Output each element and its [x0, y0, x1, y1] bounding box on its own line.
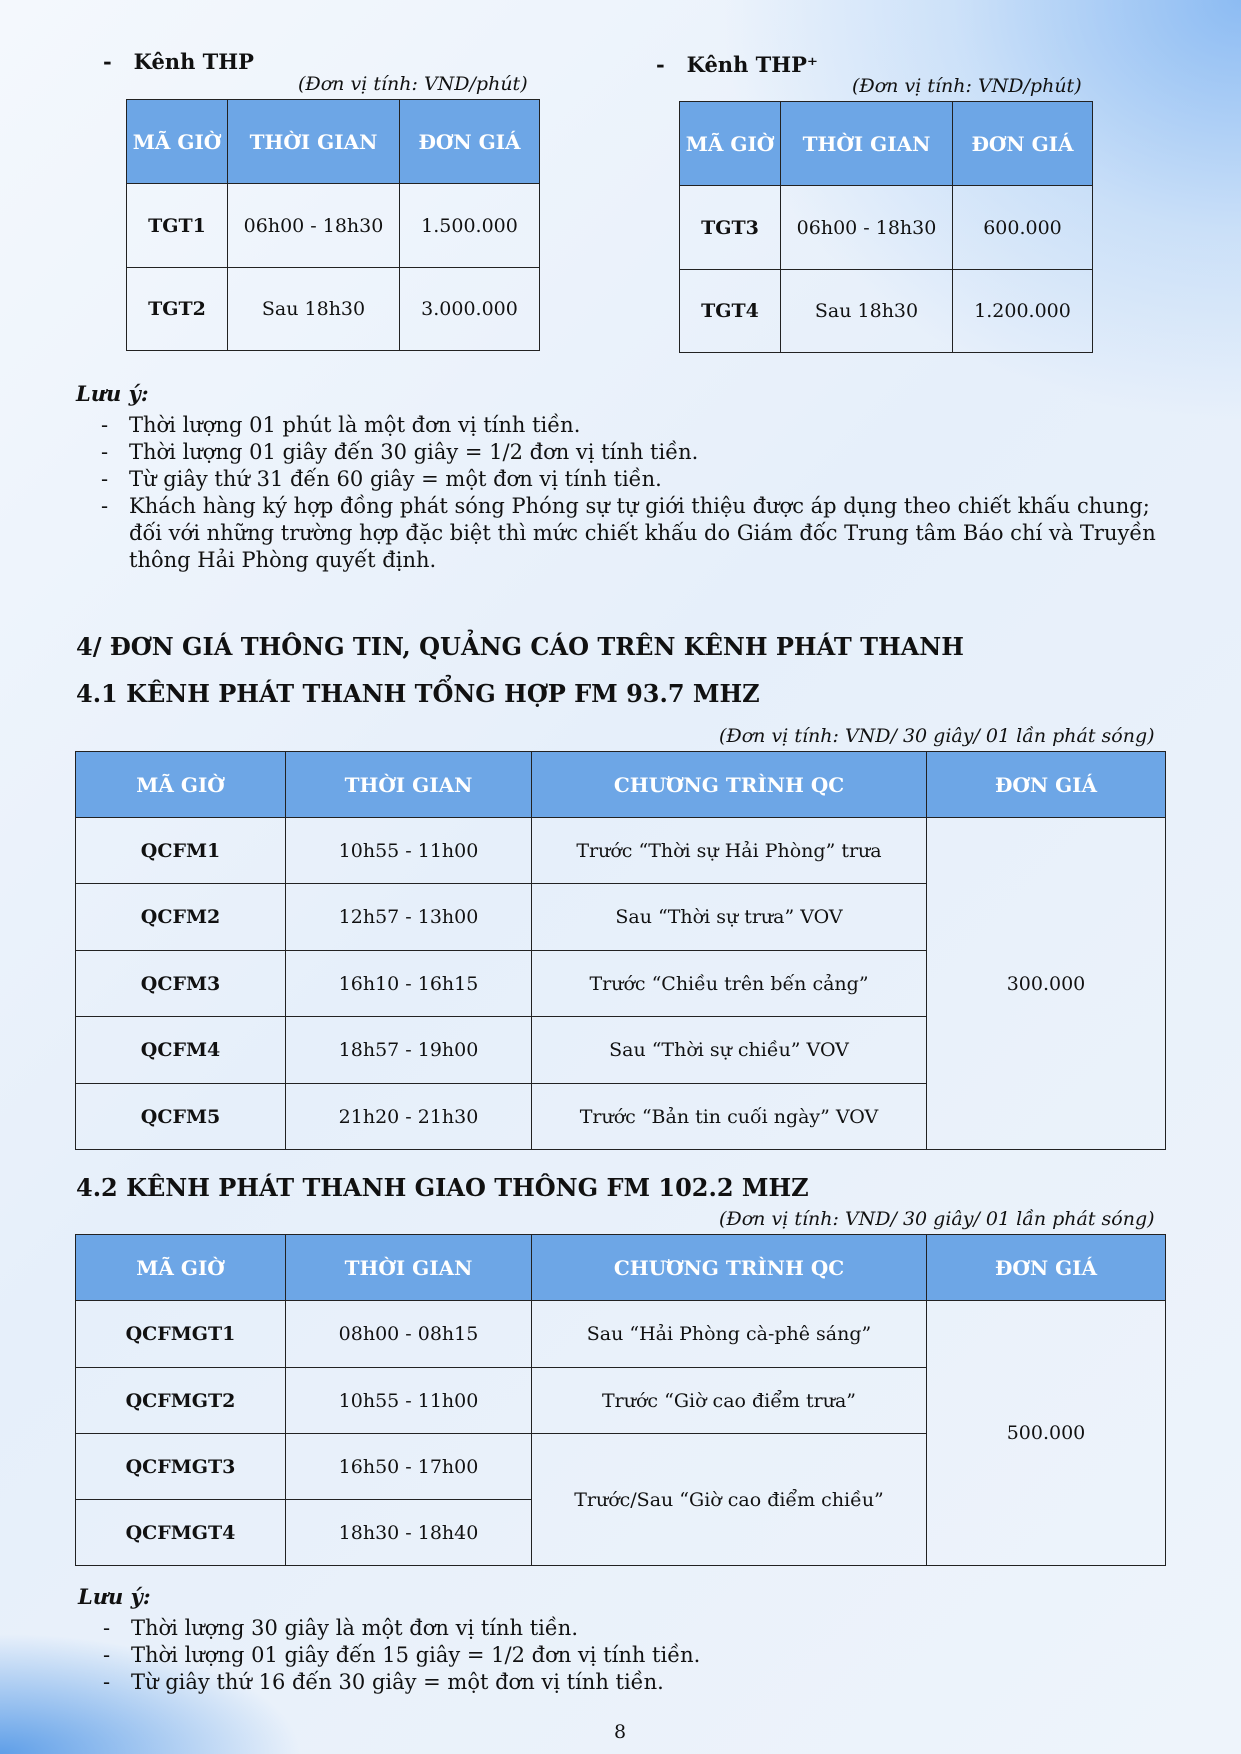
code-cell: TGT3 — [680, 186, 781, 270]
code-cell: QCFM2 — [76, 884, 286, 951]
thp-plus-title-line: - Kênh THP⁺ — [656, 52, 818, 77]
thp-title: Kênh THP — [133, 49, 254, 74]
table-row — [127, 268, 540, 351]
header-ma-gio: MÃ GIỜ — [127, 100, 228, 184]
time-cell: Sau 18h30 — [781, 270, 953, 353]
header-don-gia: ĐƠN GIÁ — [927, 752, 1166, 818]
time-cell: 10h55 - 11h00 — [286, 1368, 532, 1434]
code-cell: QCFMGT2 — [76, 1368, 286, 1434]
fm1022-price-table — [75, 1234, 1166, 1566]
header-ma-gio: MÃ GIỜ — [76, 1235, 286, 1301]
fm937-price-table — [75, 751, 1166, 1150]
header-chuong-trinh: CHƯƠNG TRÌNH QC — [532, 1235, 927, 1301]
code-cell: QCFMGT3 — [76, 1434, 286, 1500]
time-cell: 06h00 - 18h30 — [228, 184, 400, 268]
header-don-gia: ĐƠN GIÁ — [927, 1235, 1166, 1301]
note1-item: - Khách hàng ký hợp đồng phát sóng Phóng sự tự giới thiệu được áp dụng theo chiết khấu chung; đối với những trường hợp đặc biệt thì mức chiết khấu do Giám đốc Trung tâm Báo chí và Truyền thông Hải Phòng quyết định. — [101, 493, 1161, 574]
time-cell: 21h20 - 21h30 — [286, 1084, 532, 1150]
program-cell: Trước “Giờ cao điểm trưa” — [532, 1368, 927, 1434]
header-chuong-trinh: CHƯƠNG TRÌNH QC — [532, 752, 927, 818]
note2-item: - Thời lượng 30 giây là một đơn vị tính tiền. — [103, 1615, 1163, 1642]
price-cell: 1.500.000 — [400, 184, 540, 268]
table-row — [680, 270, 1093, 353]
header-thoi-gian: THỜI GIAN — [286, 752, 532, 818]
table-row — [76, 1301, 1166, 1368]
program-cell: Trước “Bản tin cuối ngày” VOV — [532, 1084, 927, 1150]
fm937-unit: (Đơn vị tính: VND/ 30 giây/ 01 lần phát sóng) — [719, 725, 1155, 747]
note1-title: Lưu ý: — [76, 381, 149, 406]
price-cell: 3.000.000 — [400, 268, 540, 351]
note2-list — [103, 1615, 1163, 1696]
code-cell: QCFM4 — [76, 1017, 286, 1084]
fm1022-heading: 4.2 KÊNH PHÁT THANH GIAO THÔNG FM 102.2 MHZ — [76, 1173, 809, 1202]
table-row — [76, 818, 1166, 884]
time-cell: 10h55 - 11h00 — [286, 818, 532, 884]
note2-item: - Từ giây thứ 16 đến 30 giây = một đơn vị tính tiền. — [103, 1669, 1163, 1696]
page-number: 8 — [614, 1721, 627, 1743]
code-cell: TGT1 — [127, 184, 228, 268]
code-cell: TGT4 — [680, 270, 781, 353]
header-thoi-gian: THỜI GIAN — [781, 102, 953, 186]
section4-heading: 4/ ĐƠN GIÁ THÔNG TIN, QUẢNG CÁO TRÊN KÊNH PHÁT THANH — [76, 632, 964, 661]
note1-item: - Thời lượng 01 giây đến 30 giây = 1/2 đơn vị tính tiền. — [101, 439, 1161, 466]
thp-plus-title: Kênh THP⁺ — [686, 52, 818, 77]
header-don-gia: ĐƠN GIÁ — [400, 100, 540, 184]
fm937-heading: 4.1 KÊNH PHÁT THANH TỔNG HỢP FM 93.7 MHZ — [76, 679, 760, 708]
program-cell: Trước “Thời sự Hải Phòng” trưa — [532, 818, 927, 884]
code-cell: QCFMGT1 — [76, 1301, 286, 1368]
thp-price-table — [126, 99, 540, 351]
program-cell: Sau “Hải Phòng cà-phê sáng” — [532, 1301, 927, 1368]
header-ma-gio: MÃ GIỜ — [680, 102, 781, 186]
code-cell: QCFM5 — [76, 1084, 286, 1150]
header-thoi-gian: THỜI GIAN — [228, 100, 400, 184]
table-row — [127, 184, 540, 268]
time-cell: 12h57 - 13h00 — [286, 884, 532, 951]
time-cell: 06h00 - 18h30 — [781, 186, 953, 270]
time-cell: 16h50 - 17h00 — [286, 1434, 532, 1500]
program-cell: Sau “Thời sự chiều” VOV — [532, 1017, 927, 1084]
note2-item: - Thời lượng 01 giây đến 15 giây = 1/2 đơn vị tính tiền. — [103, 1642, 1163, 1669]
time-cell: 18h57 - 19h00 — [286, 1017, 532, 1084]
program-cell: Trước/Sau “Giờ cao điểm chiều” — [532, 1434, 927, 1566]
header-thoi-gian: THỜI GIAN — [286, 1235, 532, 1301]
note2-title: Lưu ý: — [78, 1584, 151, 1609]
thp-plus-price-table — [679, 101, 1093, 353]
time-cell: 16h10 - 16h15 — [286, 951, 532, 1017]
price-cell: 500.000 — [927, 1301, 1166, 1566]
note1-list — [101, 412, 1161, 574]
note1-item: - Từ giây thứ 31 đến 60 giây = một đơn vị tính tiền. — [101, 466, 1161, 493]
header-ma-gio: MÃ GIỜ — [76, 752, 286, 818]
code-cell: QCFM1 — [76, 818, 286, 884]
header-don-gia: ĐƠN GIÁ — [953, 102, 1093, 186]
code-cell: TGT2 — [127, 268, 228, 351]
price-cell: 300.000 — [927, 818, 1166, 1150]
thp-title-line: - Kênh THP — [103, 49, 254, 74]
program-cell: Sau “Thời sự trưa” VOV — [532, 884, 927, 951]
time-cell: Sau 18h30 — [228, 268, 400, 351]
thp-unit: (Đơn vị tính: VND/phút) — [298, 73, 528, 95]
code-cell: QCFMGT4 — [76, 1500, 286, 1566]
note1-item: - Thời lượng 01 phút là một đơn vị tính tiền. — [101, 412, 1161, 439]
price-cell: 1.200.000 — [953, 270, 1093, 353]
fm1022-unit: (Đơn vị tính: VND/ 30 giây/ 01 lần phát sóng) — [719, 1208, 1155, 1230]
price-cell: 600.000 — [953, 186, 1093, 270]
table-row — [680, 186, 1093, 270]
thp-plus-unit: (Đơn vị tính: VND/phút) — [852, 75, 1082, 97]
program-cell: Trước “Chiều trên bến cảng” — [532, 951, 927, 1017]
time-cell: 18h30 - 18h40 — [286, 1500, 532, 1566]
time-cell: 08h00 - 08h15 — [286, 1301, 532, 1368]
code-cell: QCFM3 — [76, 951, 286, 1017]
